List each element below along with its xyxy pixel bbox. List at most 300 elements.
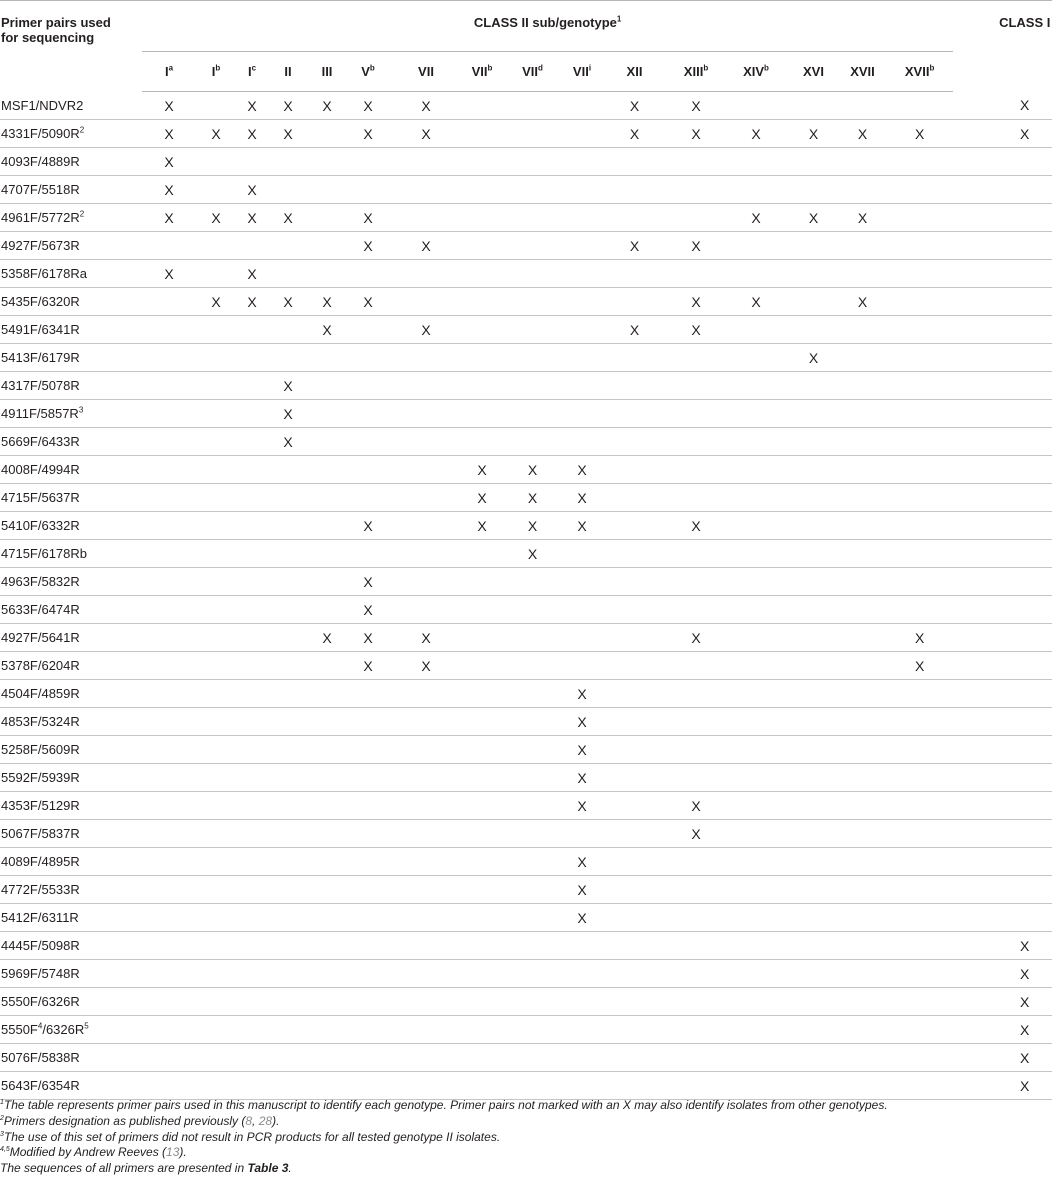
genotype-mark: X — [462, 512, 502, 540]
genotype-cell — [724, 232, 788, 260]
primer-label-text: 4089F/4895R — [1, 854, 80, 869]
genotype-cell — [601, 932, 668, 960]
primer-label-text: 4504F/4859R — [1, 686, 80, 701]
reference-link[interactable]: 8 — [245, 1113, 253, 1128]
genotype-mark: X — [563, 876, 601, 904]
genotype-cell — [142, 624, 196, 652]
class1-cell — [953, 540, 1052, 568]
genotype-cell — [142, 372, 196, 400]
table-reference-link[interactable]: Table 3 — [247, 1161, 289, 1176]
genotype-cell — [668, 988, 724, 1016]
genotype-cell — [724, 820, 788, 848]
genotype-cell — [308, 792, 346, 820]
genotype-mark: X — [236, 260, 268, 288]
genotype-mark: X — [601, 232, 668, 260]
class1-cell — [953, 848, 1052, 876]
genotype-cell — [390, 960, 462, 988]
subgenotype-header — [346, 52, 390, 92]
genotype-cell — [142, 1072, 196, 1100]
genotype-cell — [839, 92, 886, 120]
genotype-cell — [308, 708, 346, 736]
genotype-cell — [724, 540, 788, 568]
genotype-cell — [563, 540, 601, 568]
genotype-cell — [601, 288, 668, 316]
footnote-5 — [0, 1161, 1052, 1177]
genotype-cell — [724, 792, 788, 820]
subgenotype-header — [268, 52, 308, 92]
primer-pair-label — [0, 1016, 142, 1044]
genotype-cell — [563, 1016, 601, 1044]
genotype-cell — [601, 624, 668, 652]
genotype-cell — [462, 792, 502, 820]
genotype-cell — [563, 596, 601, 624]
genotype-cell — [142, 400, 196, 428]
subgenotype-header — [788, 52, 839, 92]
genotype-cell — [788, 568, 839, 596]
genotype-cell — [563, 92, 601, 120]
class1-cell — [953, 596, 1052, 624]
genotype-cell — [196, 176, 236, 204]
genotype-mark: X — [236, 288, 268, 316]
subgenotype-superscript: b — [215, 63, 221, 73]
primer-label-text: 5633F/6474R — [1, 602, 80, 617]
primer-pair-label — [0, 596, 142, 624]
genotype-cell — [886, 1044, 953, 1072]
genotype-cell — [236, 680, 268, 708]
genotype-cell — [346, 736, 390, 764]
primer-pair-label — [0, 260, 142, 288]
genotype-mark: X — [346, 92, 390, 120]
genotype-cell — [196, 624, 236, 652]
genotype-cell — [502, 792, 563, 820]
genotype-cell — [886, 232, 953, 260]
genotype-cell — [236, 1072, 268, 1100]
genotype-cell — [724, 428, 788, 456]
genotype-mark: X — [196, 204, 236, 232]
genotype-cell — [724, 708, 788, 736]
genotype-cell — [390, 904, 462, 932]
genotype-cell — [724, 624, 788, 652]
primer-label-part: /6326R — [42, 1022, 85, 1037]
genotype-cell — [142, 428, 196, 456]
primer-label-text: 4911F/5857R — [1, 406, 79, 421]
genotype-cell — [390, 764, 462, 792]
genotype-cell — [268, 876, 308, 904]
genotype-cell — [308, 680, 346, 708]
genotype-mark: X — [268, 92, 308, 120]
primer-label-text: 4963F/5832R — [1, 574, 80, 589]
genotype-cell — [196, 988, 236, 1016]
genotype-cell — [886, 1072, 953, 1100]
genotype-cell — [502, 988, 563, 1016]
genotype-cell — [668, 260, 724, 288]
genotype-cell — [563, 624, 601, 652]
genotype-cell — [308, 988, 346, 1016]
table-row — [0, 400, 1052, 428]
genotype-mark: X — [462, 484, 502, 512]
genotype-cell — [839, 848, 886, 876]
genotype-cell — [236, 792, 268, 820]
genotype-mark: X — [268, 428, 308, 456]
genotype-cell — [462, 260, 502, 288]
genotype-cell — [462, 372, 502, 400]
genotype-cell — [788, 484, 839, 512]
genotype-cell — [563, 428, 601, 456]
genotype-cell — [668, 876, 724, 904]
genotype-cell — [390, 456, 462, 484]
genotype-cell — [308, 764, 346, 792]
class1-cell — [953, 708, 1052, 736]
primer-label-text: 5435F/6320R — [1, 294, 80, 309]
genotype-cell — [886, 92, 953, 120]
genotype-cell — [668, 400, 724, 428]
primer-label-text: 5643F/6354R — [1, 1078, 80, 1093]
genotype-cell — [724, 176, 788, 204]
primer-pair-label — [0, 736, 142, 764]
genotype-mark: X — [563, 512, 601, 540]
genotype-cell — [502, 1072, 563, 1100]
genotype-cell — [724, 316, 788, 344]
genotype-cell — [839, 932, 886, 960]
genotype-cell — [886, 904, 953, 932]
genotype-cell — [724, 680, 788, 708]
genotype-cell — [502, 596, 563, 624]
genotype-cell — [390, 568, 462, 596]
genotype-cell — [788, 456, 839, 484]
genotype-cell — [462, 1016, 502, 1044]
genotype-cell — [886, 792, 953, 820]
genotype-cell — [462, 120, 502, 148]
genotype-cell — [142, 316, 196, 344]
genotype-cell — [346, 148, 390, 176]
genotype-cell — [390, 792, 462, 820]
subgenotype-name: VII — [572, 64, 589, 79]
genotype-cell — [668, 204, 724, 232]
genotype-cell — [788, 260, 839, 288]
class1-cell — [953, 820, 1052, 848]
genotype-cell — [196, 512, 236, 540]
genotype-cell — [601, 568, 668, 596]
reference-link[interactable]: 28 — [258, 1113, 273, 1128]
class1-mark: X — [953, 988, 1052, 1016]
genotype-cell — [308, 820, 346, 848]
genotype-cell — [346, 456, 390, 484]
genotype-mark: X — [390, 92, 462, 120]
genotype-cell — [839, 512, 886, 540]
genotype-cell — [724, 456, 788, 484]
genotype-cell — [268, 960, 308, 988]
genotype-cell — [502, 904, 563, 932]
genotype-cell — [724, 400, 788, 428]
subgenotype-header — [724, 52, 788, 92]
genotype-cell — [236, 736, 268, 764]
genotype-cell — [886, 708, 953, 736]
genotype-mark: X — [236, 204, 268, 232]
primer-pair-label — [0, 316, 142, 344]
class2-title-footnote: 1 — [616, 14, 622, 24]
genotype-cell — [142, 1044, 196, 1072]
table-row — [0, 1016, 1052, 1044]
subgenotype-superscript: c — [251, 63, 257, 73]
genotype-cell — [142, 736, 196, 764]
genotype-cell — [502, 736, 563, 764]
genotype-cell — [724, 92, 788, 120]
genotype-cell — [788, 708, 839, 736]
genotype-cell — [886, 1016, 953, 1044]
genotype-cell — [502, 176, 563, 204]
genotype-cell — [601, 876, 668, 904]
footnote-1-marker: 1 — [0, 1099, 4, 1106]
genotype-cell — [601, 596, 668, 624]
class1-cell — [953, 204, 1052, 232]
genotype-mark: X — [390, 624, 462, 652]
genotype-cell — [308, 1044, 346, 1072]
genotype-cell — [196, 148, 236, 176]
genotype-cell — [563, 568, 601, 596]
genotype-cell — [788, 624, 839, 652]
genotype-cell — [502, 204, 563, 232]
genotype-mark: X — [308, 624, 346, 652]
genotype-cell — [346, 428, 390, 456]
genotype-cell — [839, 260, 886, 288]
genotype-cell — [839, 904, 886, 932]
genotype-cell — [462, 1072, 502, 1100]
genotype-cell — [668, 736, 724, 764]
genotype-cell — [308, 512, 346, 540]
genotype-mark: X — [668, 316, 724, 344]
table-row — [0, 484, 1052, 512]
genotype-cell — [601, 372, 668, 400]
genotype-cell — [886, 568, 953, 596]
genotype-cell — [839, 680, 886, 708]
class1-cell — [953, 232, 1052, 260]
reference-link[interactable]: 13 — [166, 1145, 180, 1160]
genotype-cell — [142, 484, 196, 512]
genotype-cell — [502, 932, 563, 960]
genotype-mark: X — [390, 120, 462, 148]
genotype-cell — [268, 792, 308, 820]
genotype-cell — [601, 708, 668, 736]
genotype-cell — [886, 260, 953, 288]
genotype-cell — [236, 512, 268, 540]
genotype-cell — [563, 1044, 601, 1072]
table-row — [0, 792, 1052, 820]
genotype-cell — [886, 288, 953, 316]
primer-label-text: MSF1/NDVR2 — [1, 97, 84, 113]
primer-label-text: 5067F/5837R — [1, 826, 80, 841]
genotype-cell — [502, 400, 563, 428]
primer-label-text: 4353F/5129R — [1, 798, 80, 813]
genotype-cell — [563, 260, 601, 288]
genotype-cell — [196, 596, 236, 624]
genotype-cell — [308, 232, 346, 260]
genotype-mark: X — [346, 596, 390, 624]
genotype-cell — [601, 456, 668, 484]
genotype-cell — [563, 148, 601, 176]
table-row — [0, 736, 1052, 764]
class1-mark: X — [953, 1044, 1052, 1072]
subgenotype-header — [886, 52, 953, 92]
table-row — [0, 176, 1052, 204]
genotype-cell — [236, 960, 268, 988]
genotype-cell — [601, 652, 668, 680]
genotype-cell — [839, 176, 886, 204]
genotype-cell — [142, 904, 196, 932]
genotype-cell — [390, 736, 462, 764]
genotype-cell — [563, 176, 601, 204]
genotype-cell — [236, 400, 268, 428]
genotype-cell — [268, 316, 308, 344]
genotype-mark: X — [563, 736, 601, 764]
genotype-cell — [346, 680, 390, 708]
genotype-cell — [308, 876, 346, 904]
genotype-cell — [502, 428, 563, 456]
genotype-cell — [308, 540, 346, 568]
primer-label-part: 5550F — [1, 1022, 38, 1037]
genotype-cell — [308, 372, 346, 400]
genotype-cell — [724, 568, 788, 596]
genotype-cell — [502, 820, 563, 848]
genotype-cell — [236, 932, 268, 960]
genotype-cell — [236, 428, 268, 456]
class1-cell — [953, 876, 1052, 904]
genotype-mark: X — [346, 652, 390, 680]
genotype-cell — [390, 204, 462, 232]
genotype-cell — [196, 344, 236, 372]
genotype-cell — [788, 988, 839, 1016]
genotype-mark: X — [563, 456, 601, 484]
footnote-2-close: ). — [272, 1113, 280, 1128]
genotype-cell — [236, 568, 268, 596]
genotype-cell — [268, 764, 308, 792]
genotype-cell — [390, 680, 462, 708]
genotype-cell — [390, 596, 462, 624]
genotype-cell — [839, 484, 886, 512]
footnote-4 — [0, 1145, 1052, 1161]
genotype-cell — [142, 456, 196, 484]
table-row — [0, 92, 1052, 120]
genotype-cell — [563, 372, 601, 400]
genotype-cell — [502, 1016, 563, 1044]
primer-pair-label — [0, 1072, 142, 1100]
genotype-cell — [668, 764, 724, 792]
genotype-cell — [839, 428, 886, 456]
genotype-cell — [601, 960, 668, 988]
primer-pair-label — [0, 400, 142, 428]
genotype-mark: X — [886, 624, 953, 652]
primer-label-text: 5969F/5748R — [1, 966, 80, 981]
genotype-cell — [462, 400, 502, 428]
genotype-cell — [346, 932, 390, 960]
primer-label-text: 5412F/6311R — [1, 910, 79, 925]
footnote-3-text: The use of this set of primers did not result in PCR products for all tested genotype II isolates. — [3, 1129, 501, 1144]
genotype-cell — [601, 848, 668, 876]
genotype-cell — [308, 652, 346, 680]
subgenotype-header — [462, 52, 502, 92]
genotype-mark: X — [668, 512, 724, 540]
genotype-cell — [839, 568, 886, 596]
primer-pair-label — [0, 568, 142, 596]
class1-cell — [953, 764, 1052, 792]
genotype-cell — [196, 736, 236, 764]
genotype-cell — [462, 652, 502, 680]
genotype-cell — [346, 764, 390, 792]
genotype-cell — [839, 708, 886, 736]
genotype-cell — [142, 764, 196, 792]
genotype-cell — [462, 708, 502, 736]
class1-mark: X — [953, 932, 1052, 960]
genotype-cell — [886, 680, 953, 708]
genotype-cell — [308, 596, 346, 624]
genotype-cell — [502, 316, 563, 344]
genotype-cell — [839, 344, 886, 372]
genotype-cell — [196, 232, 236, 260]
genotype-cell — [268, 848, 308, 876]
genotype-mark: X — [346, 288, 390, 316]
genotype-cell — [196, 792, 236, 820]
primer-pair-label — [0, 652, 142, 680]
genotype-cell — [724, 596, 788, 624]
primer-pair-label — [0, 680, 142, 708]
genotype-mark: X — [563, 484, 601, 512]
genotype-cell — [601, 512, 668, 540]
genotype-cell — [601, 820, 668, 848]
genotype-cell — [346, 960, 390, 988]
genotype-cell — [839, 1072, 886, 1100]
genotype-cell — [196, 876, 236, 904]
genotype-cell — [886, 988, 953, 1016]
genotype-cell — [308, 848, 346, 876]
genotype-cell — [236, 988, 268, 1016]
genotype-cell — [886, 596, 953, 624]
genotype-cell — [196, 652, 236, 680]
genotype-cell — [268, 1044, 308, 1072]
subgenotype-header — [668, 52, 724, 92]
genotype-cell — [839, 1016, 886, 1044]
table-row — [0, 428, 1052, 456]
genotype-cell — [788, 764, 839, 792]
genotype-cell — [788, 848, 839, 876]
genotype-cell — [668, 176, 724, 204]
genotype-cell — [268, 988, 308, 1016]
genotype-cell — [268, 624, 308, 652]
genotype-cell — [462, 288, 502, 316]
genotype-cell — [724, 512, 788, 540]
genotype-cell — [788, 652, 839, 680]
genotype-cell — [668, 708, 724, 736]
genotype-cell — [308, 260, 346, 288]
genotype-mark: X — [142, 204, 196, 232]
genotype-cell — [236, 848, 268, 876]
genotype-mark: X — [462, 456, 502, 484]
subgenotype-superscript: i — [588, 63, 592, 73]
subgenotype-superscript: b — [703, 63, 709, 73]
genotype-cell — [462, 428, 502, 456]
table-row — [0, 596, 1052, 624]
subgenotype-name: XIV — [743, 64, 765, 79]
genotype-cell — [886, 540, 953, 568]
genotype-cell — [668, 148, 724, 176]
genotype-cell — [236, 596, 268, 624]
genotype-cell — [308, 204, 346, 232]
genotype-mark: X — [601, 120, 668, 148]
genotype-cell — [346, 400, 390, 428]
genotype-mark: X — [839, 288, 886, 316]
table-row — [0, 1072, 1052, 1100]
primer-pair-label — [0, 820, 142, 848]
genotype-mark: X — [142, 92, 196, 120]
primer-pair-label — [0, 792, 142, 820]
